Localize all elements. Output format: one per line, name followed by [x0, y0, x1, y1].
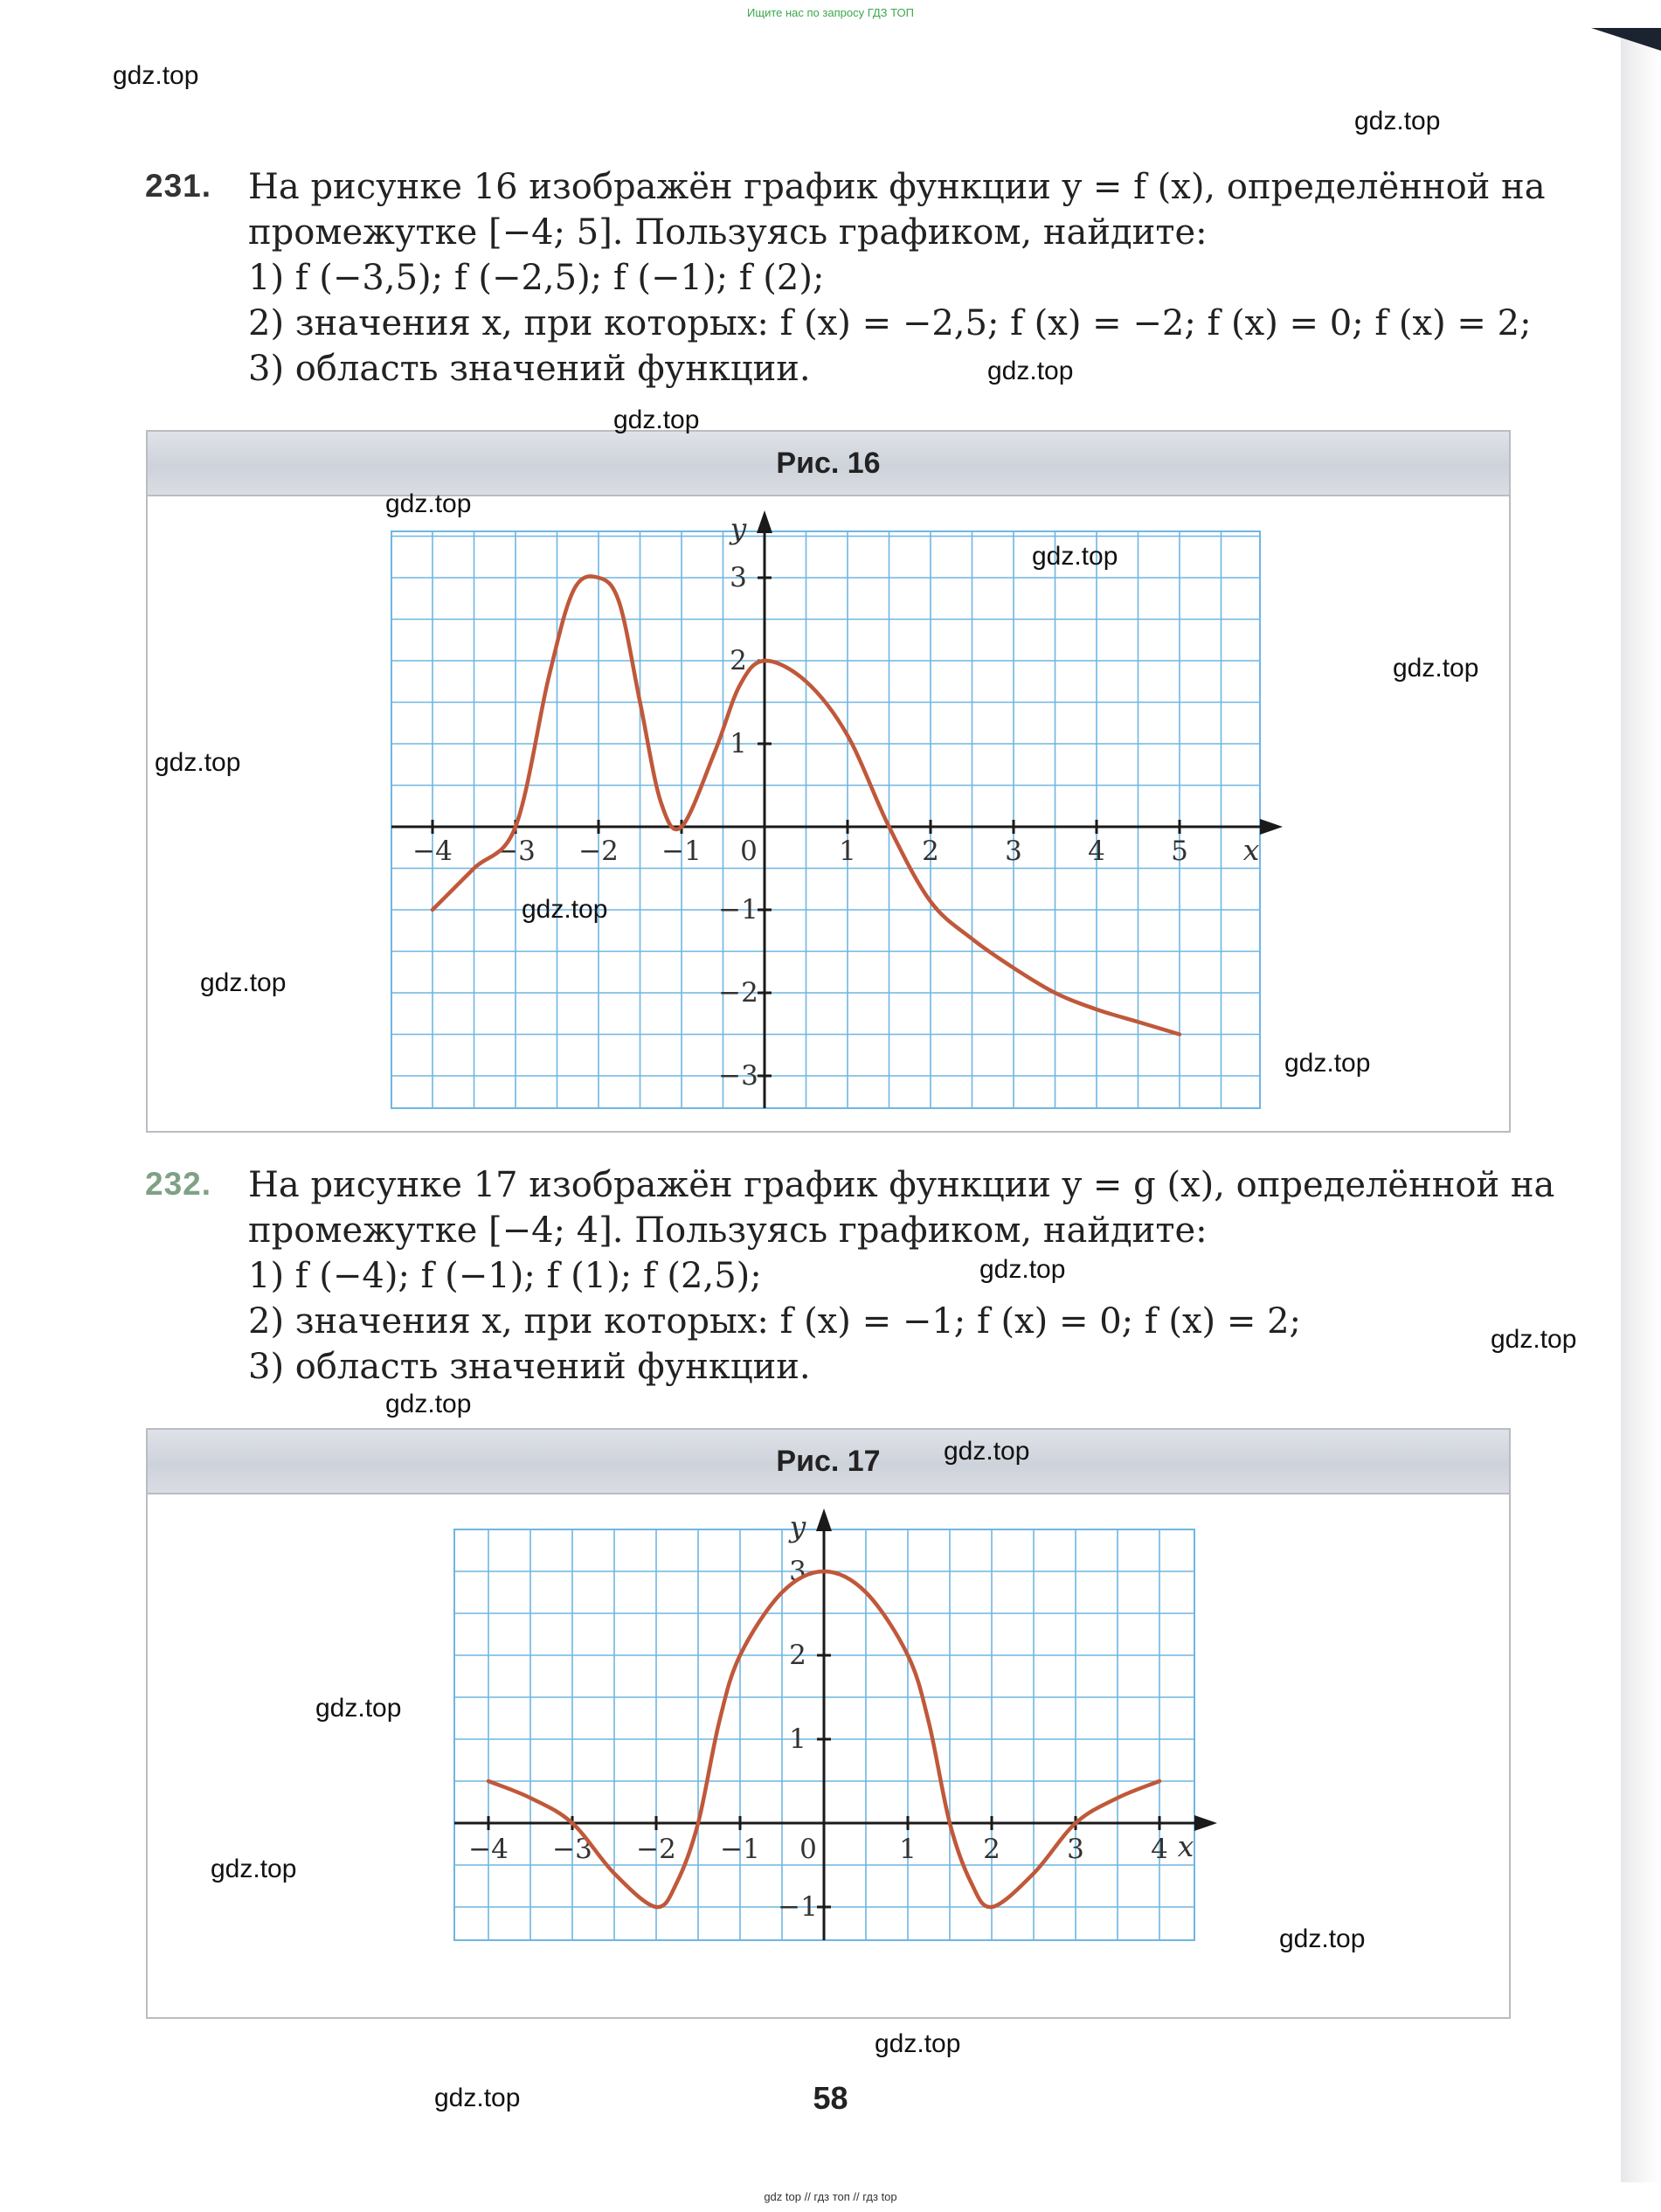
x-tick-label: −3	[495, 836, 536, 867]
y-tick-label: −1	[778, 1891, 818, 1923]
y-tick-label: −3	[718, 1060, 758, 1092]
x-tick-label: −1	[661, 836, 702, 867]
x-tick-label: 3	[1005, 836, 1022, 867]
y-tick-label: 2	[789, 1640, 806, 1671]
page-edge-shadow	[1621, 28, 1661, 2182]
x-tick-label: −4	[468, 1834, 509, 1865]
x-tick-label: −1	[720, 1834, 760, 1865]
problem-231-line-5: 3) область значений функции.	[248, 349, 811, 389]
y-tick-label: 2	[730, 645, 747, 676]
watermark: gdz.top	[434, 2084, 521, 2112]
x-tick-label: 4	[1088, 836, 1105, 867]
chart-figure-16	[148, 496, 1509, 1133]
y-tick-label: 3	[789, 1556, 806, 1587]
page-corner	[1591, 28, 1661, 51]
x-tick-label: 2	[983, 1834, 1000, 1865]
x-tick-label: 1	[839, 836, 856, 867]
watermark: gdz.top	[1491, 1325, 1577, 1354]
figure-16	[146, 430, 1511, 1133]
problem-number-231: 231.	[145, 168, 212, 204]
watermark: gdz.top	[155, 748, 241, 777]
y-axis-label: y	[789, 1509, 806, 1543]
x-axis-arrow	[1194, 1815, 1217, 1831]
watermark: gdz.top	[1279, 1924, 1366, 1953]
problem-text-231	[248, 164, 1546, 392]
bottom-banner: gdz top // гдз топ // гдз top	[764, 2190, 897, 2203]
problem-232-line-2: промежутке [−4; 4]. Пользуясь графиком, найдите:	[248, 1210, 1208, 1251]
x-tick-label: −3	[552, 1834, 592, 1865]
x-tick-label: 0	[799, 1834, 817, 1865]
watermark: gdz.top	[1032, 542, 1118, 571]
figure-16-header	[148, 432, 1509, 496]
y-axis-arrow	[757, 510, 772, 533]
x-tick-label: 4	[1151, 1834, 1168, 1865]
problem-232-line-1: На рисунке 17 изображён график функции y = g (x), определённой на	[248, 1165, 1555, 1205]
problem-number-232: 232.	[145, 1166, 212, 1202]
x-tick-label: 5	[1171, 836, 1188, 867]
y-tick-label: 3	[730, 562, 747, 593]
watermark: gdz.top	[522, 895, 608, 924]
watermark: gdz.top	[875, 2029, 961, 2058]
problem-231-line-1: На рисунке 16 изображён график функции y = f (x), определённой на	[248, 167, 1546, 207]
watermark: gdz.top	[944, 1437, 1030, 1466]
x-axis-arrow	[1260, 819, 1283, 835]
problem-232-line-5: 3) область значений функции.	[248, 1347, 811, 1387]
page-number: 58	[813, 2080, 848, 2116]
x-axis-label: x	[1242, 833, 1260, 867]
watermark: gdz.top	[113, 61, 199, 90]
x-tick-label: 1	[899, 1834, 917, 1865]
problem-231-line-2: промежутке [−4; 5]. Пользуясь графиком, найдите:	[248, 212, 1208, 253]
y-axis-arrow	[816, 1508, 832, 1531]
problem-232-line-4: 2) значения x, при которых: f (x) = −1; f (x) = 0; f (x) = 2;	[248, 1301, 1302, 1342]
grid-border	[391, 531, 1260, 1108]
watermark: gdz.top	[200, 968, 287, 997]
watermark: gdz.top	[979, 1255, 1066, 1284]
x-tick-label: −4	[412, 836, 453, 867]
y-tick-label: −2	[718, 977, 758, 1009]
figure-17-header	[148, 1430, 1509, 1494]
watermark: gdz.top	[1393, 654, 1479, 683]
figure-16-title: Рис. 16	[776, 447, 881, 480]
watermark: gdz.top	[385, 1390, 472, 1418]
watermark: gdz.top	[211, 1855, 297, 1883]
problem-231-line-3: 1) f (−3,5); f (−2,5); f (−1); f (2);	[248, 258, 825, 298]
x-tick-label: −2	[636, 1834, 676, 1865]
grid	[391, 531, 1260, 1108]
watermark: gdz.top	[385, 489, 472, 518]
x-tick-label: −2	[578, 836, 619, 867]
y-axis-label: y	[730, 511, 747, 545]
watermark: gdz.top	[613, 406, 700, 434]
y-tick-label: 1	[789, 1723, 806, 1755]
x-axis-label: x	[1177, 1829, 1194, 1863]
y-tick-label: 1	[730, 728, 747, 759]
x-tick-label: 0	[740, 836, 758, 867]
watermark: gdz.top	[315, 1694, 402, 1723]
figure-17-title: Рис. 17	[776, 1445, 881, 1478]
top-banner: Ищите нас по запросу ГДЗ ТОП	[747, 6, 914, 19]
y-tick-label: −1	[718, 894, 758, 926]
x-tick-label: 3	[1067, 1834, 1084, 1865]
watermark: gdz.top	[987, 357, 1074, 385]
problem-232-line-3: 1) f (−4); f (−1); f (1); f (2,5);	[248, 1256, 762, 1296]
watermark: gdz.top	[1284, 1049, 1371, 1078]
watermark: gdz.top	[1354, 107, 1441, 135]
problem-231-line-4: 2) значения x, при которых: f (x) = −2,5; f (x) = −2; f (x) = 0; f (x) = 2;	[248, 303, 1532, 343]
x-tick-label: 2	[922, 836, 939, 867]
